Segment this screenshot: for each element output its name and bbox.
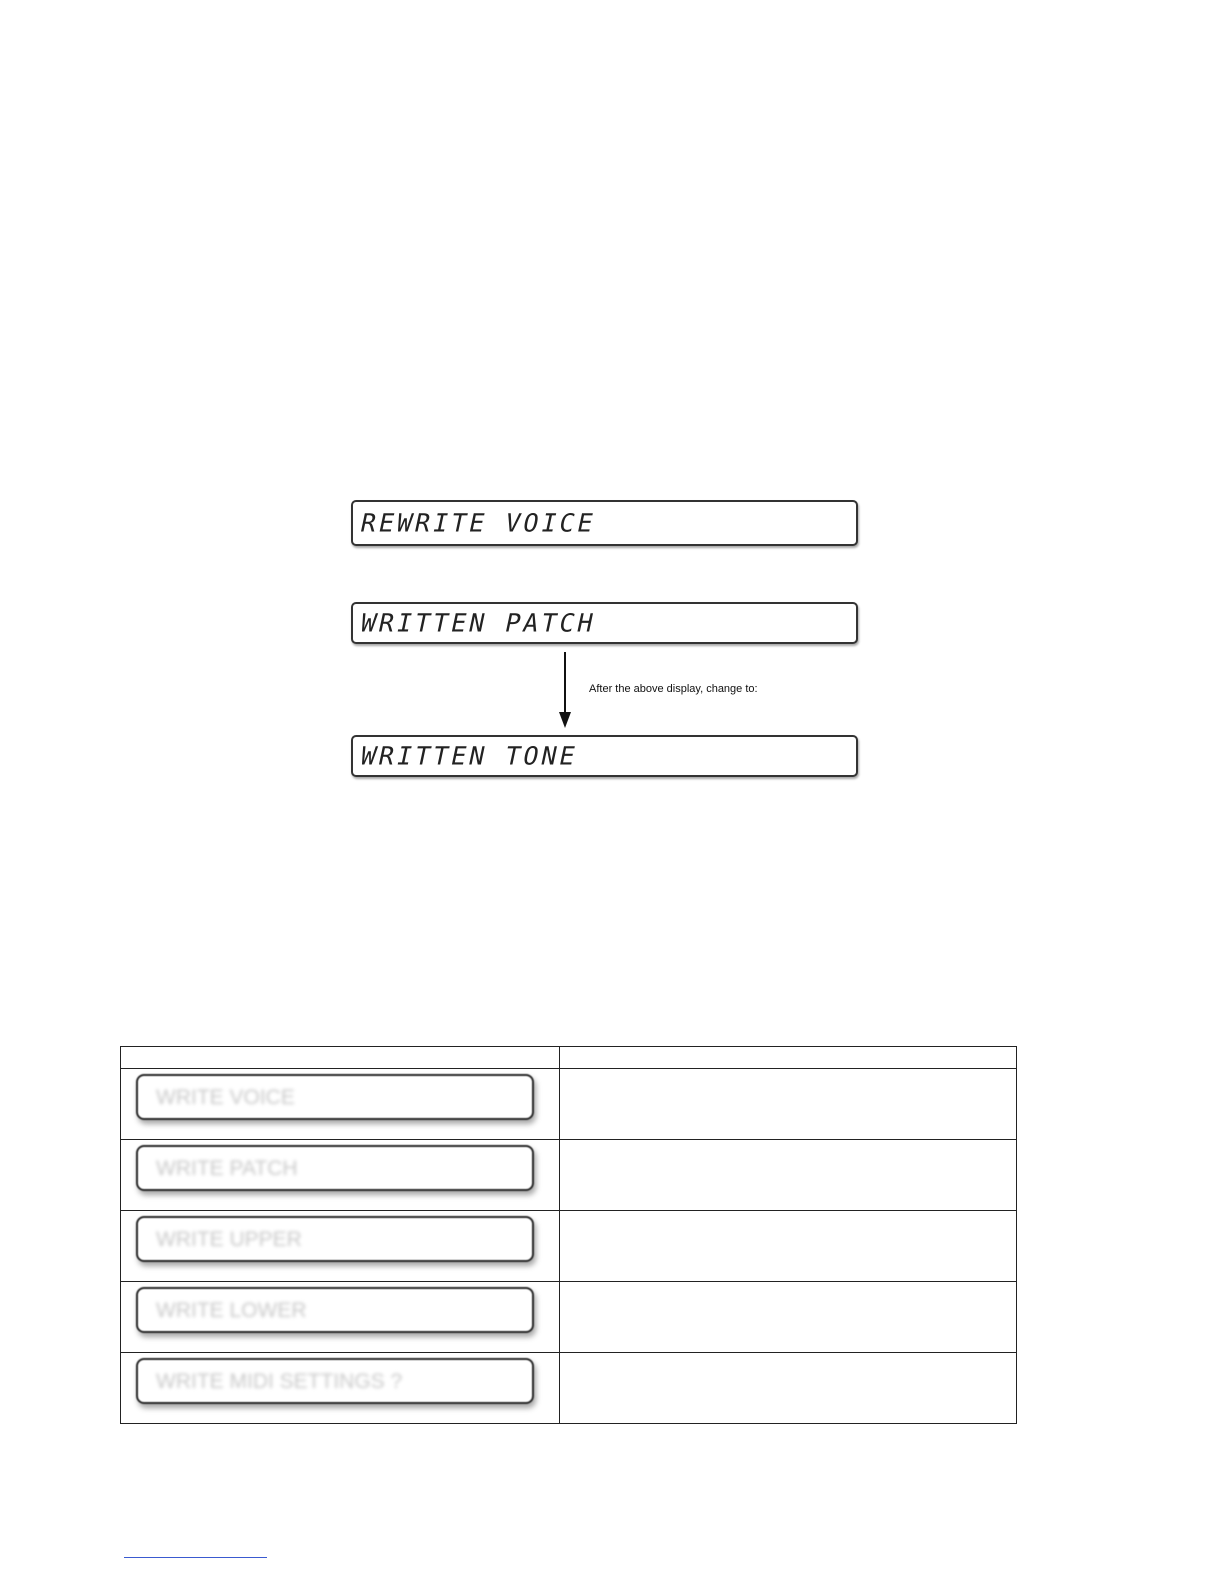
table-row bbox=[121, 1140, 1017, 1211]
lcd-display-text: WRITTEN TONE bbox=[357, 741, 581, 771]
table-header-cell bbox=[121, 1047, 560, 1069]
lcd-display bbox=[136, 1287, 534, 1333]
lcd-display-text: WRITE VOICE bbox=[156, 1086, 295, 1109]
lcd-display-text: WRITE UPPER bbox=[156, 1228, 302, 1251]
table-cell-description bbox=[560, 1140, 1017, 1211]
table-row bbox=[121, 1282, 1017, 1353]
lcd-display bbox=[136, 1358, 534, 1404]
table-cell-description bbox=[560, 1211, 1017, 1282]
arrow-caption: After the above display, change to: bbox=[589, 683, 758, 695]
table-row bbox=[121, 1353, 1017, 1424]
table-cell-display bbox=[121, 1353, 560, 1424]
table-header-cell bbox=[560, 1047, 1017, 1069]
table-row bbox=[121, 1069, 1017, 1140]
lcd-display-text: WRITE LOWER bbox=[156, 1299, 307, 1322]
lcd-display bbox=[136, 1216, 534, 1262]
table-cell-description bbox=[560, 1353, 1017, 1424]
table-header-row bbox=[121, 1047, 1017, 1069]
lcd-display bbox=[136, 1074, 534, 1120]
table-cell-display bbox=[121, 1282, 560, 1353]
lcd-display-text: REWRITE VOICE bbox=[357, 508, 599, 538]
down-arrow-line bbox=[564, 652, 566, 714]
footnote-rule bbox=[124, 1557, 267, 1558]
lcd-display-text: WRITE PATCH bbox=[156, 1157, 298, 1180]
lcd-display-rewrite-voice bbox=[351, 500, 858, 546]
table-cell-description bbox=[560, 1069, 1017, 1140]
table-cell-display bbox=[121, 1140, 560, 1211]
lcd-display-written-patch bbox=[351, 602, 858, 644]
lcd-display-written-tone bbox=[351, 735, 858, 777]
lcd-display-text: WRITTEN PATCH bbox=[357, 608, 599, 638]
lcd-display-text: WRITE MIDI SETTINGS ? bbox=[156, 1370, 403, 1393]
table-cell-description bbox=[560, 1282, 1017, 1353]
write-display-table bbox=[120, 1046, 1017, 1424]
table-row bbox=[121, 1211, 1017, 1282]
table-cell-display bbox=[121, 1069, 560, 1140]
lcd-display bbox=[136, 1145, 534, 1191]
down-arrow-icon bbox=[559, 712, 571, 728]
table-cell-display bbox=[121, 1211, 560, 1282]
